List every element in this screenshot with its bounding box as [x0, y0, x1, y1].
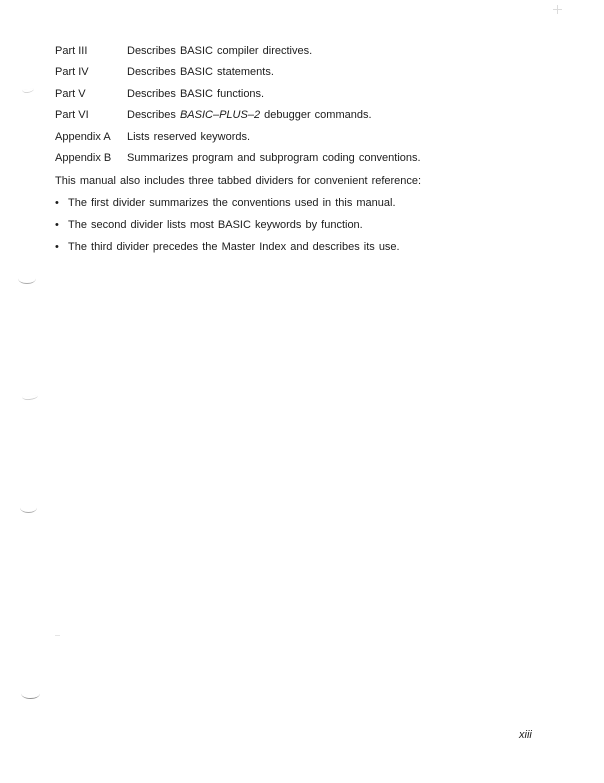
- page-number: xiii: [519, 729, 532, 741]
- intro-paragraph: This manual also includes three tabbed dividers for convenient reference:: [55, 175, 422, 187]
- desc-text: Lists reserved keywords.: [127, 130, 251, 143]
- list-item: [55, 192, 535, 214]
- toc-entry-part-vi: [55, 105, 555, 126]
- divider-bullet-list: [55, 192, 535, 258]
- bullet-icon: •: [55, 241, 59, 253]
- list-item: [55, 236, 535, 258]
- desc-text: Summarizes program and subprogram coding conventions.: [127, 152, 421, 165]
- scan-artifact-mark: [22, 89, 34, 94]
- scan-artifact-cross-icon: [553, 5, 562, 14]
- toc-entry-description: [127, 148, 555, 169]
- toc-entry-description: [127, 105, 555, 126]
- toc-entry-description: [127, 41, 555, 62]
- list-item-text: The second divider lists most BASIC keywords by function.: [68, 219, 363, 231]
- toc-entry-appendix-b: [55, 148, 555, 169]
- desc-text: Describes BASIC compiler directives.: [127, 45, 313, 57]
- toc-entry-description: [127, 127, 555, 148]
- toc-entry-label: Part IV: [55, 66, 89, 79]
- toc-entry-part-iii: [55, 41, 555, 62]
- scan-artifact-mark: [18, 278, 36, 284]
- toc-entry-label: Part V: [55, 87, 86, 100]
- list-item-text: The third divider precedes the Master Index and describes its use.: [68, 241, 400, 253]
- toc-entry-part-iv: [55, 62, 555, 83]
- scan-artifact-mark: [55, 632, 60, 636]
- scan-artifact-mark: [21, 693, 40, 699]
- toc-entry-label: Part VI: [55, 109, 89, 122]
- toc-entry-label: Part III: [55, 45, 88, 57]
- list-item: [55, 214, 535, 236]
- toc-entry-label: Appendix A: [55, 130, 111, 143]
- bullet-icon: •: [55, 219, 59, 231]
- scan-artifact-mark: [20, 507, 37, 513]
- scan-artifact-mark: [22, 395, 38, 400]
- list-item-text: The first divider summarizes the conventions used in this manual.: [68, 197, 396, 209]
- parts-list: [55, 41, 555, 169]
- bullet-icon: •: [55, 197, 59, 209]
- toc-entry-label: Appendix B: [55, 152, 112, 165]
- toc-entry-appendix-a: [55, 127, 555, 148]
- desc-text: Describes: [127, 109, 180, 122]
- desc-text: Describes BASIC functions.: [127, 87, 265, 100]
- desc-text: Describes BASIC statements.: [127, 66, 274, 79]
- toc-entry-description: [127, 84, 555, 105]
- toc-entry-part-v: [55, 84, 555, 105]
- desc-italic-text: BASIC–PLUS–2: [179, 109, 261, 122]
- desc-text: debugger commands.: [260, 109, 372, 122]
- toc-entry-description: [127, 62, 555, 83]
